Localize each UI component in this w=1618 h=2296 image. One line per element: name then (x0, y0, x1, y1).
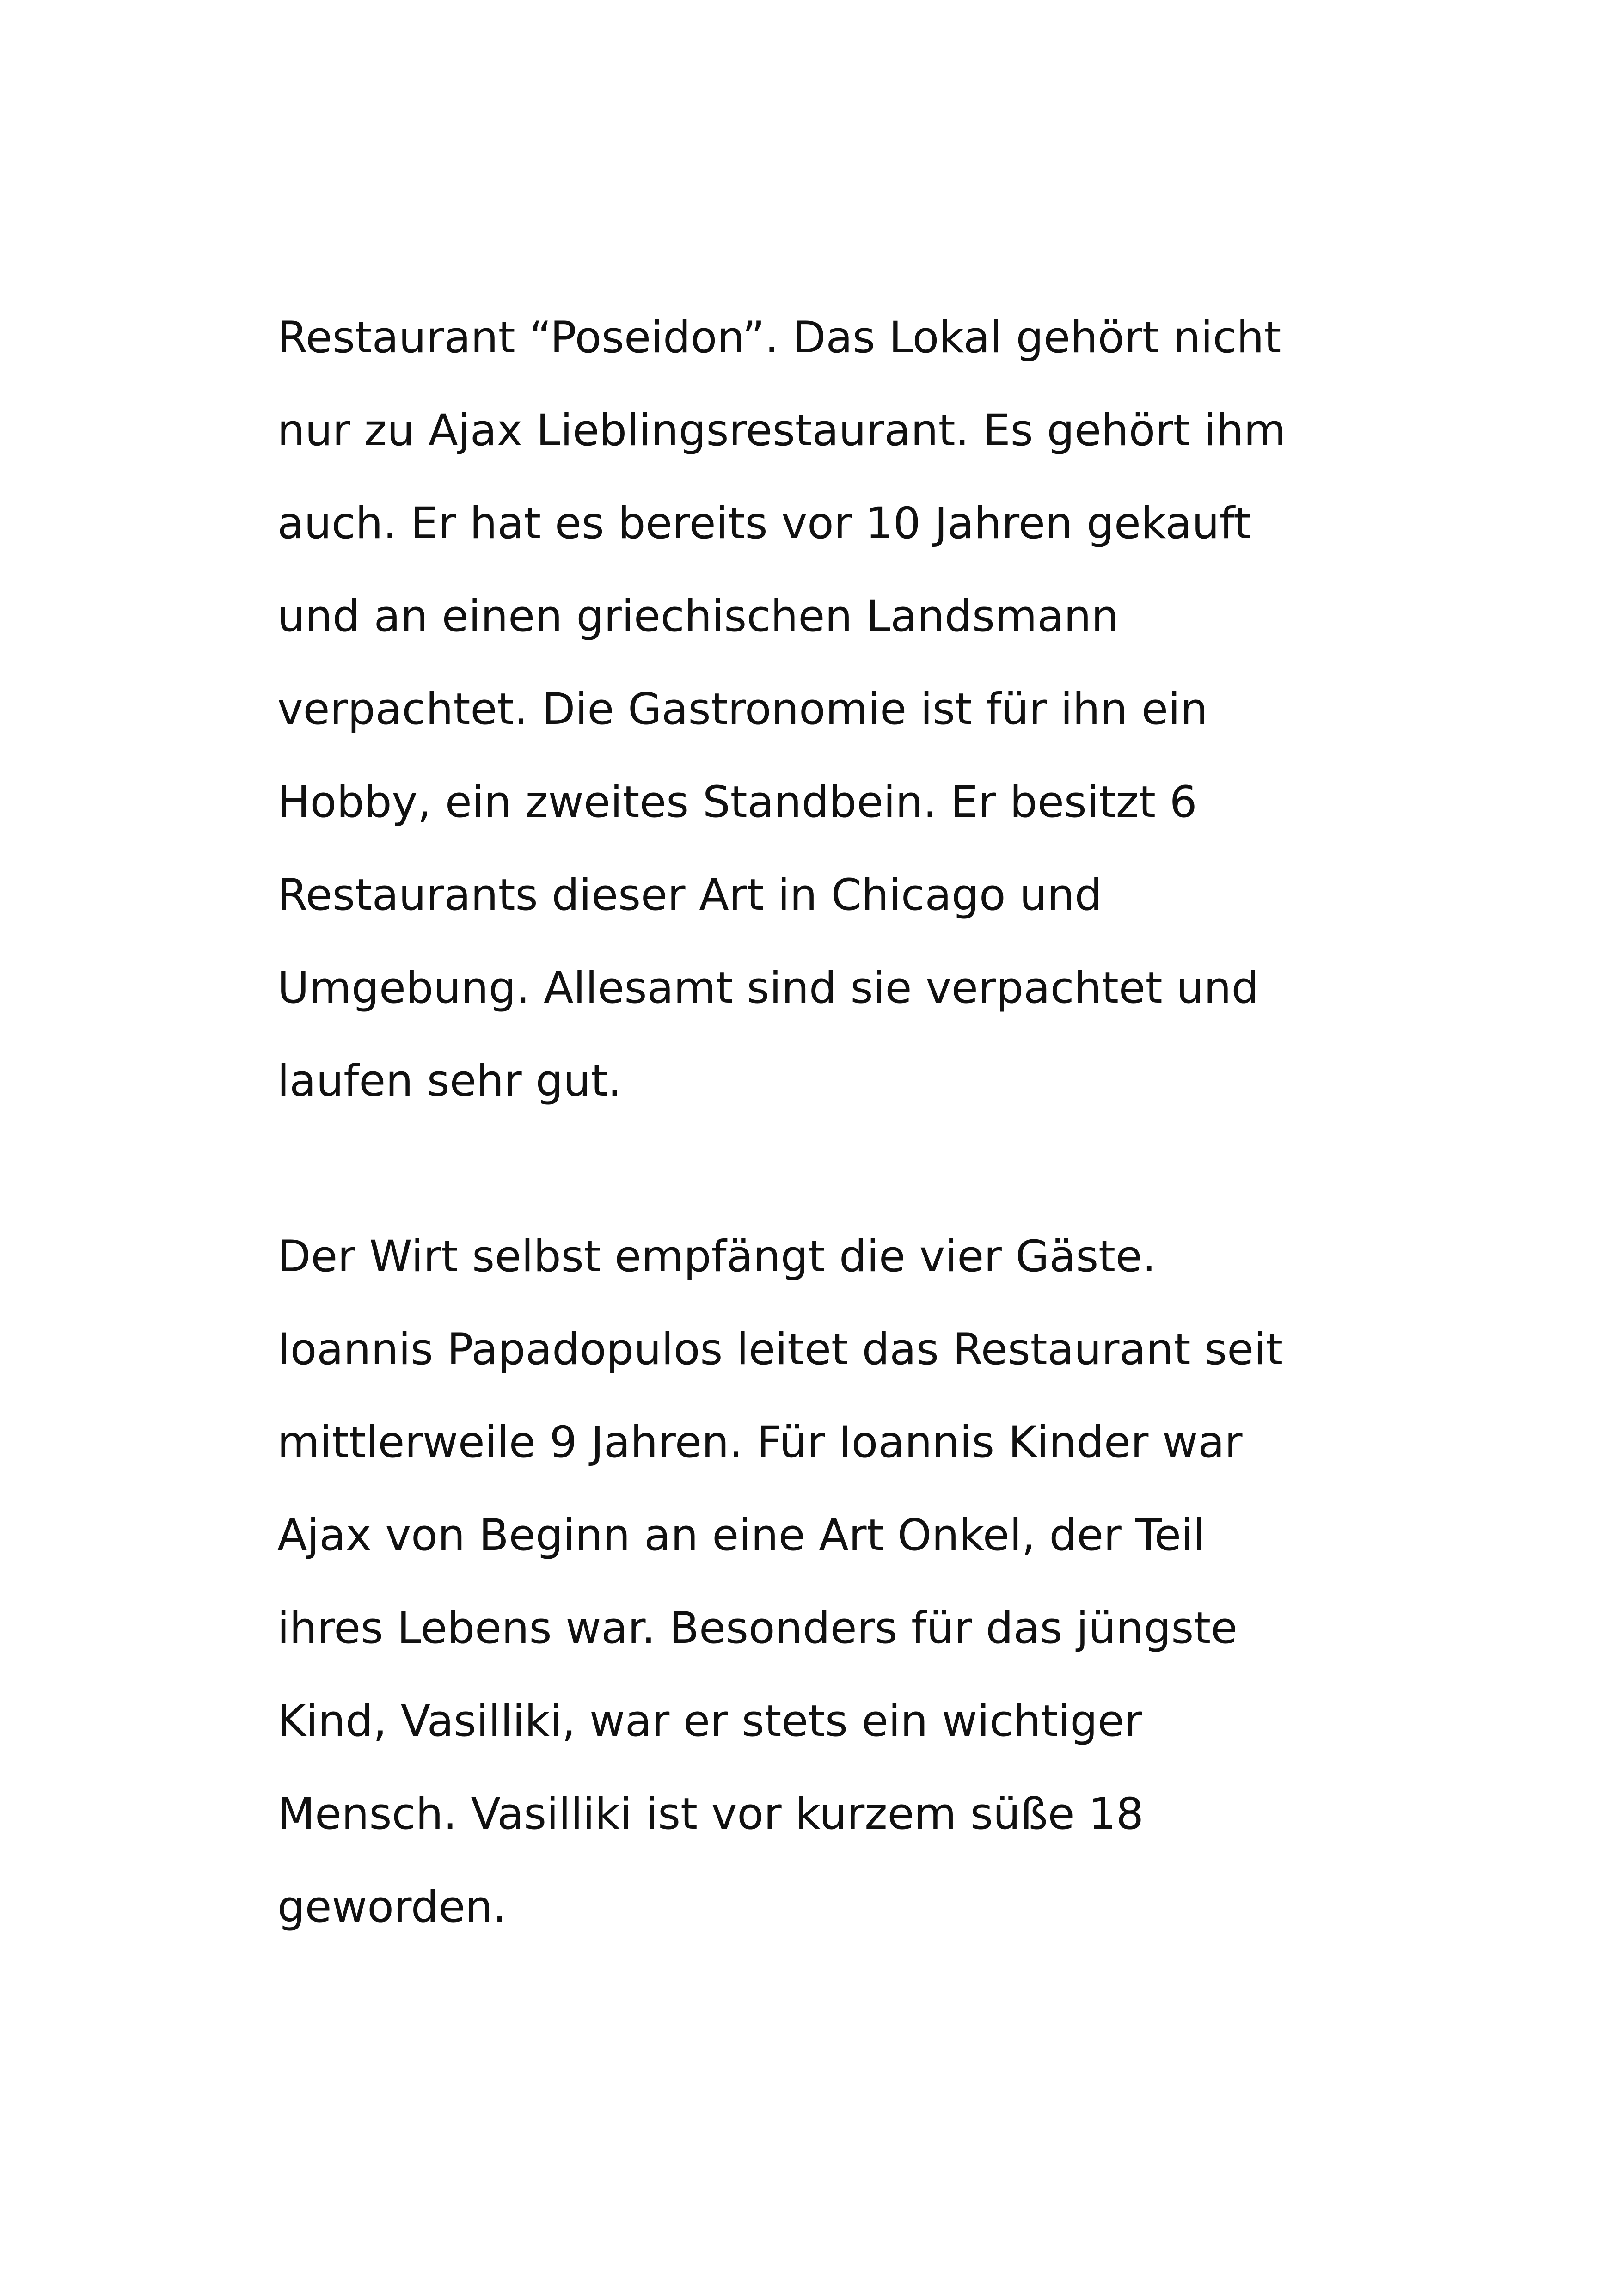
paragraph-line: Umgebung. Allesamt sind sie verpachtet und (277, 963, 1259, 1013)
paragraph-line: verpachtet. Die Gastronomie ist für ihn ein (277, 684, 1208, 735)
paragraph-line: ihres Lebens war. Besonders für das jüngste (277, 1603, 1238, 1653)
paragraph-line: mittlerweile 9 Jahren. Für Ioannis Kinder war (277, 1417, 1243, 1468)
paragraph-line: geworden. (277, 1882, 507, 1932)
paragraph-line: Mensch. Vasilliki ist vor kurzem süße 18 (277, 1789, 1144, 1839)
paragraph-line: Kind, Vasilliki, war er stets ein wichtiger (277, 1696, 1142, 1746)
paragraph-line: Ajax von Beginn an eine Art Onkel, der Teil (277, 1510, 1206, 1561)
paragraph-line: auch. Er hat es bereits vor 10 Jahren gekauft (277, 498, 1251, 549)
paragraph-1 (277, 291, 1387, 1127)
paragraph-line: Ioannis Papadopulos leitet das Restaurant seit (277, 1324, 1283, 1375)
paragraph-line: Restaurant “Poseidon”. Das Lokal gehört nicht (277, 312, 1281, 363)
paragraph-line: laufen sehr gut. (277, 1056, 622, 1106)
paragraph-2 (277, 1210, 1387, 1953)
paragraph-line: nur zu Ajax Lieblingsrestaurant. Es gehört ihm (277, 405, 1286, 456)
paragraph-line: und an einen griechischen Landsmann (277, 591, 1119, 642)
paragraph-line: Hobby, ein zweites Standbein. Er besitzt 6 (277, 777, 1197, 827)
paragraph-line: Restaurants dieser Art in Chicago und (277, 870, 1103, 920)
paragraph-line: Der Wirt selbst empfängt die vier Gäste. (277, 1231, 1156, 1282)
